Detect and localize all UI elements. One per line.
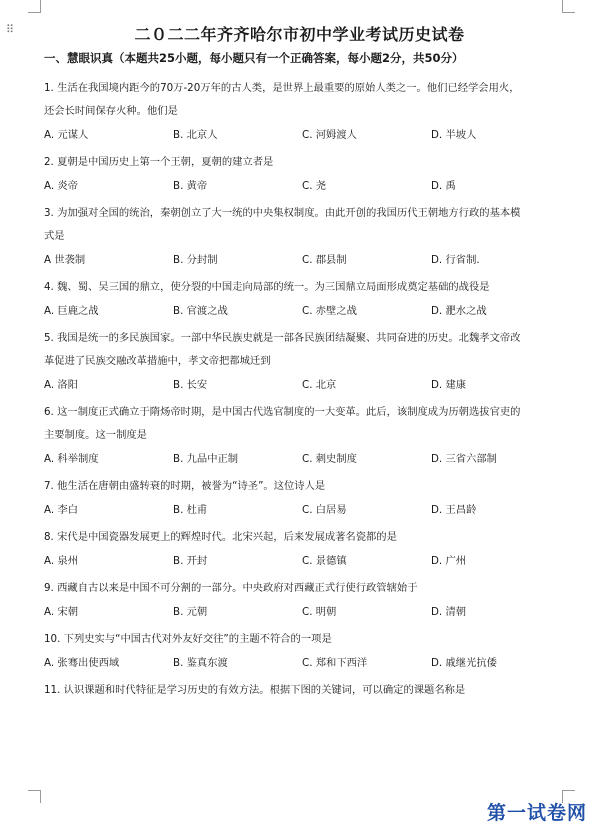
option-b: B. 鉴真东渡	[173, 657, 228, 669]
option-a: A. 炎帝	[44, 180, 79, 192]
crop-mark-top-right	[562, 0, 575, 13]
crop-mark-bottom-left	[28, 790, 41, 803]
option-d: D. 禹	[431, 180, 456, 192]
option-row	[44, 600, 562, 624]
question-4	[44, 276, 562, 323]
question-7	[44, 475, 562, 522]
option-a: A. 科举制度	[44, 453, 99, 465]
option-b: B. 长安	[173, 379, 208, 391]
question-text: 7. 他生活在唐朝由盛转衰的时期，被誉为“诗圣”。这位诗人是	[44, 480, 326, 492]
question-text: 1. 生活在我国境内距今的70万-20万年的古人类，是世界上最重要的原始人类之一。他们已经学会用火，	[44, 82, 520, 94]
option-d: D. 半坡人	[431, 129, 477, 141]
drag-handle-icon[interactable]: ⠿	[6, 23, 14, 36]
option-a: A. 泉州	[44, 555, 79, 567]
option-b: B. 黄帝	[173, 180, 208, 192]
question-8	[44, 526, 562, 573]
question-9	[44, 577, 562, 624]
option-d: D. 行省制.	[431, 254, 480, 266]
option-d: D. 三省六部制	[431, 453, 497, 465]
question-text: 10. 下列史实与“中国古代对外友好交往”的主题不符合的一项是	[44, 633, 332, 645]
option-row	[44, 248, 562, 272]
question-text: 3. 为加强对全国的统治，秦朝创立了大一统的中央集权制度。由此开创的我国历代王朝地方行政的基本模	[44, 207, 521, 219]
option-c: C. 北京	[302, 379, 337, 391]
option-b: B. 杜甫	[173, 504, 208, 516]
question-text: 4. 魏、蜀、吴三国的鼎立，使分裂的中国走向局部的统一。为三国鼎立局面形成奠定基础的战役是	[44, 281, 490, 293]
option-b: B. 九品中正制	[173, 453, 239, 465]
option-c: C. 白居易	[302, 504, 347, 516]
question-text: 9. 西藏自古以来是中国不可分割的一部分。中央政府对西藏正式行使行政管辖始于	[44, 582, 418, 594]
option-b: B. 北京人	[173, 129, 218, 141]
option-row	[44, 651, 562, 675]
question-2	[44, 151, 562, 198]
option-d: D. 清朝	[431, 606, 467, 618]
option-d: D. 建康	[431, 379, 467, 391]
page-title: 二０二二年齐齐哈尔市初中学业考试历史试卷	[134, 25, 465, 44]
option-b: B. 分封制	[173, 254, 218, 266]
option-b: B. 元朝	[173, 606, 208, 618]
option-d: D. 广州	[431, 555, 467, 567]
option-c: C. 郡县制	[302, 254, 347, 266]
option-b: B. 官渡之战	[173, 305, 228, 317]
option-c: C. 赤壁之战	[302, 305, 357, 317]
question-text: 5. 我国是统一的多民族国家。一部中华民族史就是一部各民族团结凝聚、共同奋进的历史。北魏孝文帝改	[44, 332, 521, 344]
question-text: 还会长时间保存火种。他们是	[44, 105, 178, 117]
option-d: D. 王昌龄	[431, 504, 477, 516]
option-c: C. 河姆渡人	[302, 129, 357, 141]
option-c: C. 郑和下西洋	[302, 657, 368, 669]
option-d: D. 戚继光抗倭	[431, 657, 497, 669]
question-text: 6. 这一制度正式确立于隋炀帝时期，是中国古代选官制度的一大变革。此后，该制度成为历朝选拔官吏的	[44, 406, 521, 418]
option-c: C. 明朝	[302, 606, 337, 618]
question-5	[44, 327, 562, 397]
question-list	[44, 77, 562, 702]
option-c: C. 景德镇	[302, 555, 347, 567]
option-a: A. 元谋人	[44, 129, 89, 141]
question-10	[44, 628, 562, 675]
option-b: B. 开封	[173, 555, 208, 567]
option-a: A 世袭制	[44, 254, 86, 266]
question-1	[44, 77, 562, 147]
option-row	[44, 498, 562, 522]
question-text: 11. 认识课题和时代特征是学习历史的有效方法。根据下图的关键词，可以确定的课题名称是	[44, 684, 466, 696]
option-a: A. 李白	[44, 504, 79, 516]
section-heading: 一、慧眼识真（本题共25小题，每小题只有一个正确答案，每小题2分，共50分）	[44, 51, 464, 65]
option-row	[44, 174, 562, 198]
question-6	[44, 401, 562, 471]
question-text: 式是	[44, 230, 65, 242]
crop-mark-top-left	[28, 0, 41, 13]
option-a: A. 洛阳	[44, 379, 79, 391]
option-c: C. 刺史制度	[302, 453, 357, 465]
option-row	[44, 373, 562, 397]
option-row	[44, 123, 562, 147]
option-row	[44, 447, 562, 471]
option-a: A. 张骞出使西域	[44, 657, 120, 669]
question-text: 主要制度。这一制度是	[44, 429, 147, 441]
option-row	[44, 549, 562, 573]
site-watermark: 第一试卷网	[486, 802, 587, 824]
question-3	[44, 202, 562, 272]
option-c: C. 尧	[302, 180, 327, 192]
question-text: 2. 夏朝是中国历史上第一个王朝，夏朝的建立者是	[44, 156, 274, 168]
option-row	[44, 299, 562, 323]
option-a: A. 巨鹿之战	[44, 305, 99, 317]
question-text: 8. 宋代是中国瓷器发展更上的辉煌时代。北宋兴起，后来发展成著名瓷都的是	[44, 531, 397, 543]
option-a: A. 宋朝	[44, 606, 79, 618]
option-d: D. 淝水之战	[431, 305, 487, 317]
question-text: 革促进了民族交融改革措施中，孝文帝把都城迁到	[44, 355, 271, 367]
question-11	[44, 679, 562, 702]
